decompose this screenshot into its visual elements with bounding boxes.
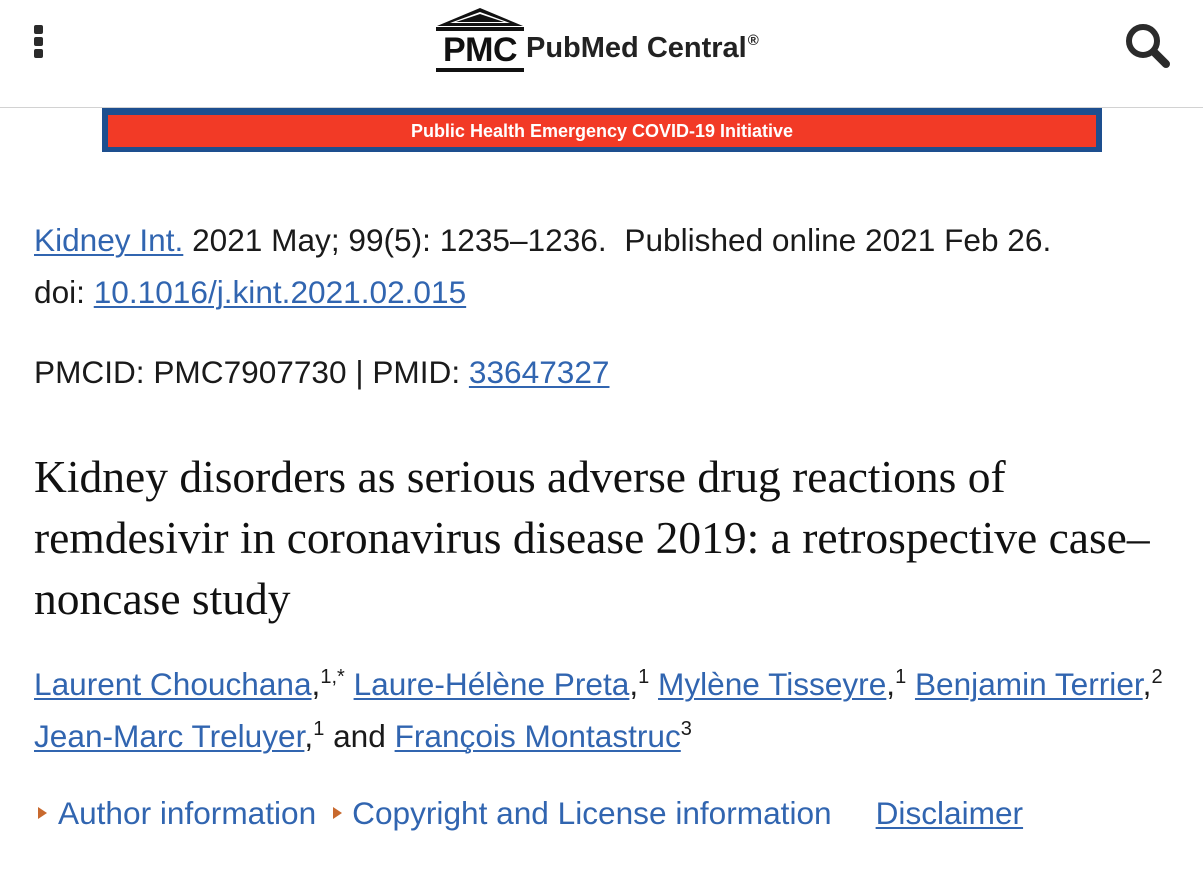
citation-line [34, 214, 1184, 266]
author-link[interactable]: Laurent Chouchana [34, 666, 312, 702]
registered-mark: ® [747, 32, 759, 49]
disclaimer-link[interactable]: Disclaimer [875, 795, 1024, 831]
more-vertical-icon [32, 22, 46, 60]
pmc-logo-link[interactable] [436, 6, 776, 76]
article-ids [34, 346, 1184, 398]
logo-name [526, 30, 759, 66]
doi-line [34, 266, 1184, 318]
author-punct: , [886, 666, 896, 702]
author-entry [395, 718, 692, 754]
affiliation-ref: 1 [313, 718, 325, 740]
pmid-link[interactable]: 33647327 [468, 354, 610, 390]
author-entry [34, 718, 324, 754]
article-info-links [34, 787, 1184, 839]
pmcid-label: PMCID: [34, 354, 145, 390]
doi-label: doi: [34, 274, 85, 310]
issue-info: 2021 May; 99(5): 1235–1236. [192, 222, 607, 258]
author-punct: , [1142, 666, 1152, 702]
author-punct: , [629, 666, 639, 702]
search-icon [1122, 20, 1174, 72]
journal-link[interactable]: Kidney Int. [34, 222, 184, 258]
author-entry [354, 666, 650, 702]
affiliation-ref: 1 [638, 666, 650, 688]
covid-initiative-banner[interactable] [102, 108, 1102, 152]
doi-link[interactable]: 10.1016/j.kint.2021.02.015 [93, 274, 467, 310]
affiliation-ref: 1 [895, 666, 907, 688]
citation [34, 214, 1184, 318]
published-online: Published online 2021 Feb 26. [624, 222, 1052, 258]
author-punct: , [304, 718, 314, 754]
pmc-logo-mark [436, 6, 524, 72]
author-link[interactable]: Jean-Marc Treluyer [34, 718, 305, 754]
banner-text: Public Health Emergency COVID-19 Initiative [410, 121, 794, 141]
search-button[interactable] [1122, 20, 1174, 72]
pmid-label: PMID: [372, 354, 461, 390]
author-link[interactable]: Mylène Tisseyre [658, 666, 887, 702]
author-conjunction: and [333, 718, 386, 754]
author-link[interactable]: Laure-Hélène Preta [353, 666, 630, 702]
copyright-license-toggle[interactable]: Copyright and License information [352, 795, 832, 831]
affiliation-ref: 1,* [320, 666, 345, 688]
author-entry [34, 666, 345, 702]
menu-button[interactable] [32, 22, 46, 60]
affiliation-ref: 3 [680, 718, 692, 740]
logo-name-text: PubMed Central [526, 32, 747, 64]
author-punct: , [311, 666, 321, 702]
top-bar [0, 0, 1203, 108]
building-roof-icon [436, 6, 524, 32]
article-title: Kidney disorders as serious adverse drug reactions of remdesivir in coronavirus disease 2019: a retrospective case–noncase study [34, 451, 1150, 624]
author-link[interactable]: François Montastruc [394, 718, 681, 754]
caret-right-icon [38, 807, 47, 819]
article-header [0, 214, 1184, 839]
caret-right-icon [333, 807, 342, 819]
id-separator: | [355, 354, 364, 390]
author-information-toggle[interactable]: Author information [58, 795, 317, 831]
pmcid-value: PMC7907730 [153, 354, 347, 390]
author-link[interactable]: Benjamin Terrier [914, 666, 1143, 702]
author-entry [658, 666, 906, 702]
author-list [34, 658, 1184, 762]
author-entry [915, 666, 1163, 702]
affiliation-ref: 2 [1151, 666, 1163, 688]
logo-abbreviation: PMC [436, 32, 524, 72]
